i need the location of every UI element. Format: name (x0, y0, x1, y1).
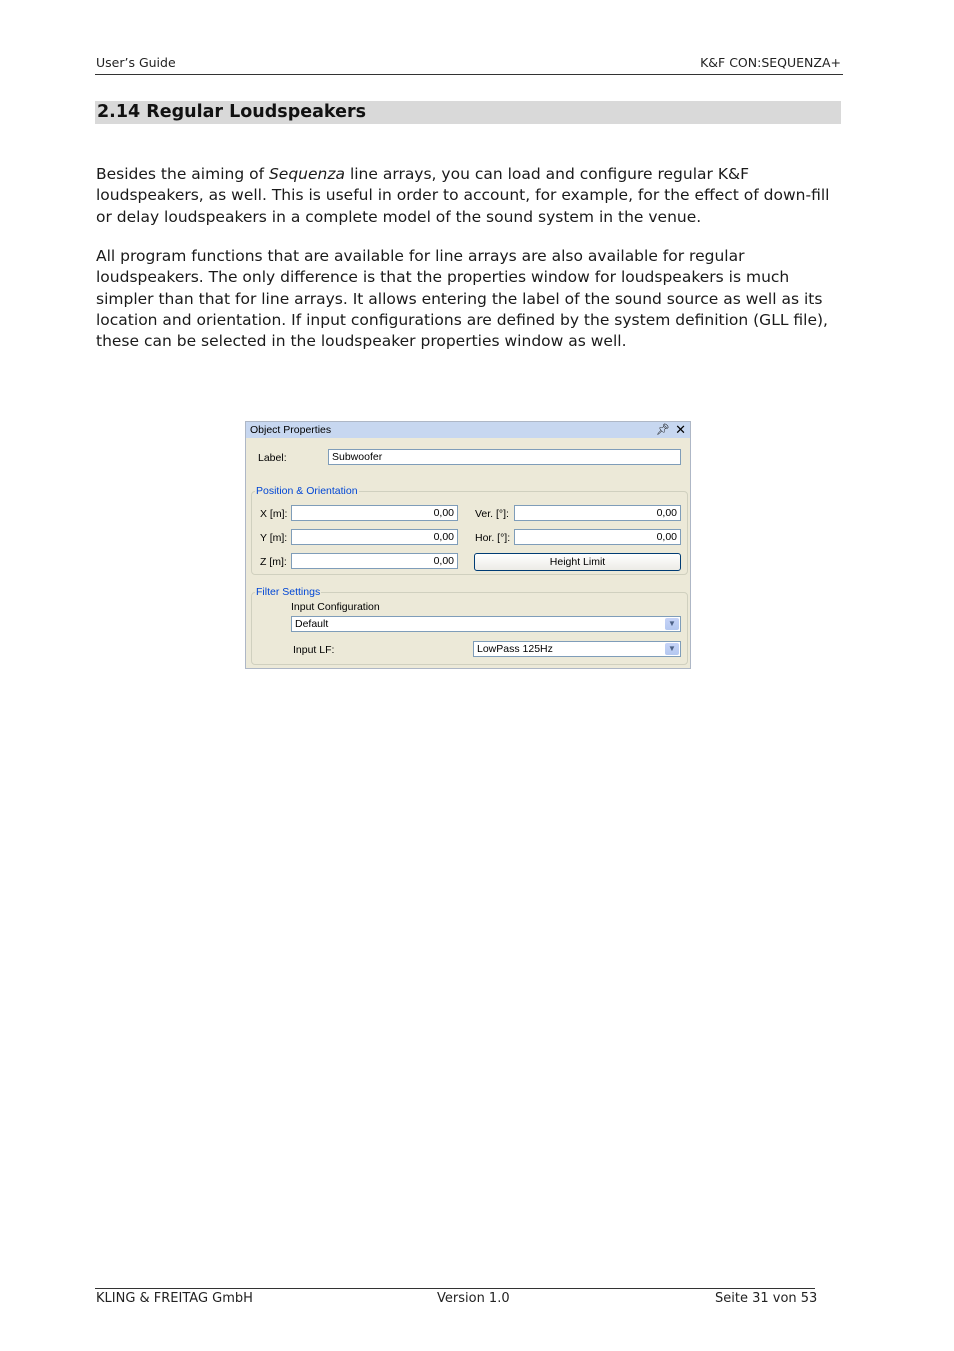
paragraph-1 (96, 164, 846, 228)
z-label: Z [m]: (260, 556, 287, 568)
paragraph-1-start: Besides the aiming of (96, 165, 269, 183)
position-group-title: Position & Orientation (256, 485, 358, 497)
input-config-value: Default (295, 618, 329, 630)
z-input[interactable]: 0,00 (291, 553, 458, 569)
filter-group-title: Filter Settings (256, 586, 321, 598)
ver-input[interactable]: 0,00 (514, 505, 681, 521)
input-lf-value: LowPass 125Hz (477, 643, 553, 655)
height-limit-button[interactable]: Height Limit (474, 553, 681, 571)
dialog-title: Object Properties (250, 424, 332, 436)
ver-label: Ver. [°]: (475, 508, 509, 520)
header-left: User’s Guide (96, 55, 176, 70)
object-properties-dialog (245, 421, 691, 669)
footer-center: Version 1.0 (437, 1291, 510, 1306)
section-title: 2.14 Regular Loudspeakers (95, 101, 841, 124)
paragraph-1-rest: line arrays, you can load and configure regular K&F loudspeakers, as well. This is useful in order to account, for example, for the effect of down-fill or delay loudspeakers in a complete model of the sound system in the venue. (96, 165, 830, 226)
input-config-select[interactable] (291, 616, 681, 632)
pin-icon[interactable]: 📌︎ (656, 424, 670, 436)
header-right: K&F CON:SEQUENZA+ (700, 55, 841, 70)
label-caption: Label: (258, 452, 287, 464)
paragraph-1-emphasis: Sequenza (268, 165, 346, 183)
header-rule (95, 74, 843, 75)
footer-right: Seite 31 von 53 (715, 1291, 818, 1306)
input-config-label: Input Configuration (291, 601, 380, 613)
hor-input[interactable]: 0,00 (514, 529, 681, 545)
label-input[interactable]: Subwoofer (328, 449, 681, 465)
y-label: Y [m]: (260, 532, 288, 544)
paragraph-2: All program functions that are available for line arrays are also available for regular loudspeakers. The only difference is that the properties window for loudspeakers is much simpler than that for line arrays. It allows entering the label of the sound source as well as its location and orientation. If input configurations are defined by the system definition (GLL file), these can be selected in the loudspeaker properties window as well. (96, 247, 828, 351)
chevron-down-icon[interactable]: ▼ (665, 618, 679, 630)
hor-label: Hor. [°]: (475, 532, 511, 544)
input-lf-select[interactable] (473, 641, 681, 657)
close-icon[interactable]: ✕ (675, 422, 686, 437)
footer-left: KLING & FREITAG GmbH (96, 1291, 253, 1306)
x-input[interactable]: 0,00 (291, 505, 458, 521)
chevron-down-icon[interactable]: ▼ (665, 643, 679, 655)
dialog-titlebar (246, 422, 690, 438)
footer-rule (95, 1288, 815, 1289)
y-input[interactable]: 0,00 (291, 529, 458, 545)
input-lf-label: Input LF: (293, 644, 335, 656)
x-label: X [m]: (260, 508, 288, 520)
